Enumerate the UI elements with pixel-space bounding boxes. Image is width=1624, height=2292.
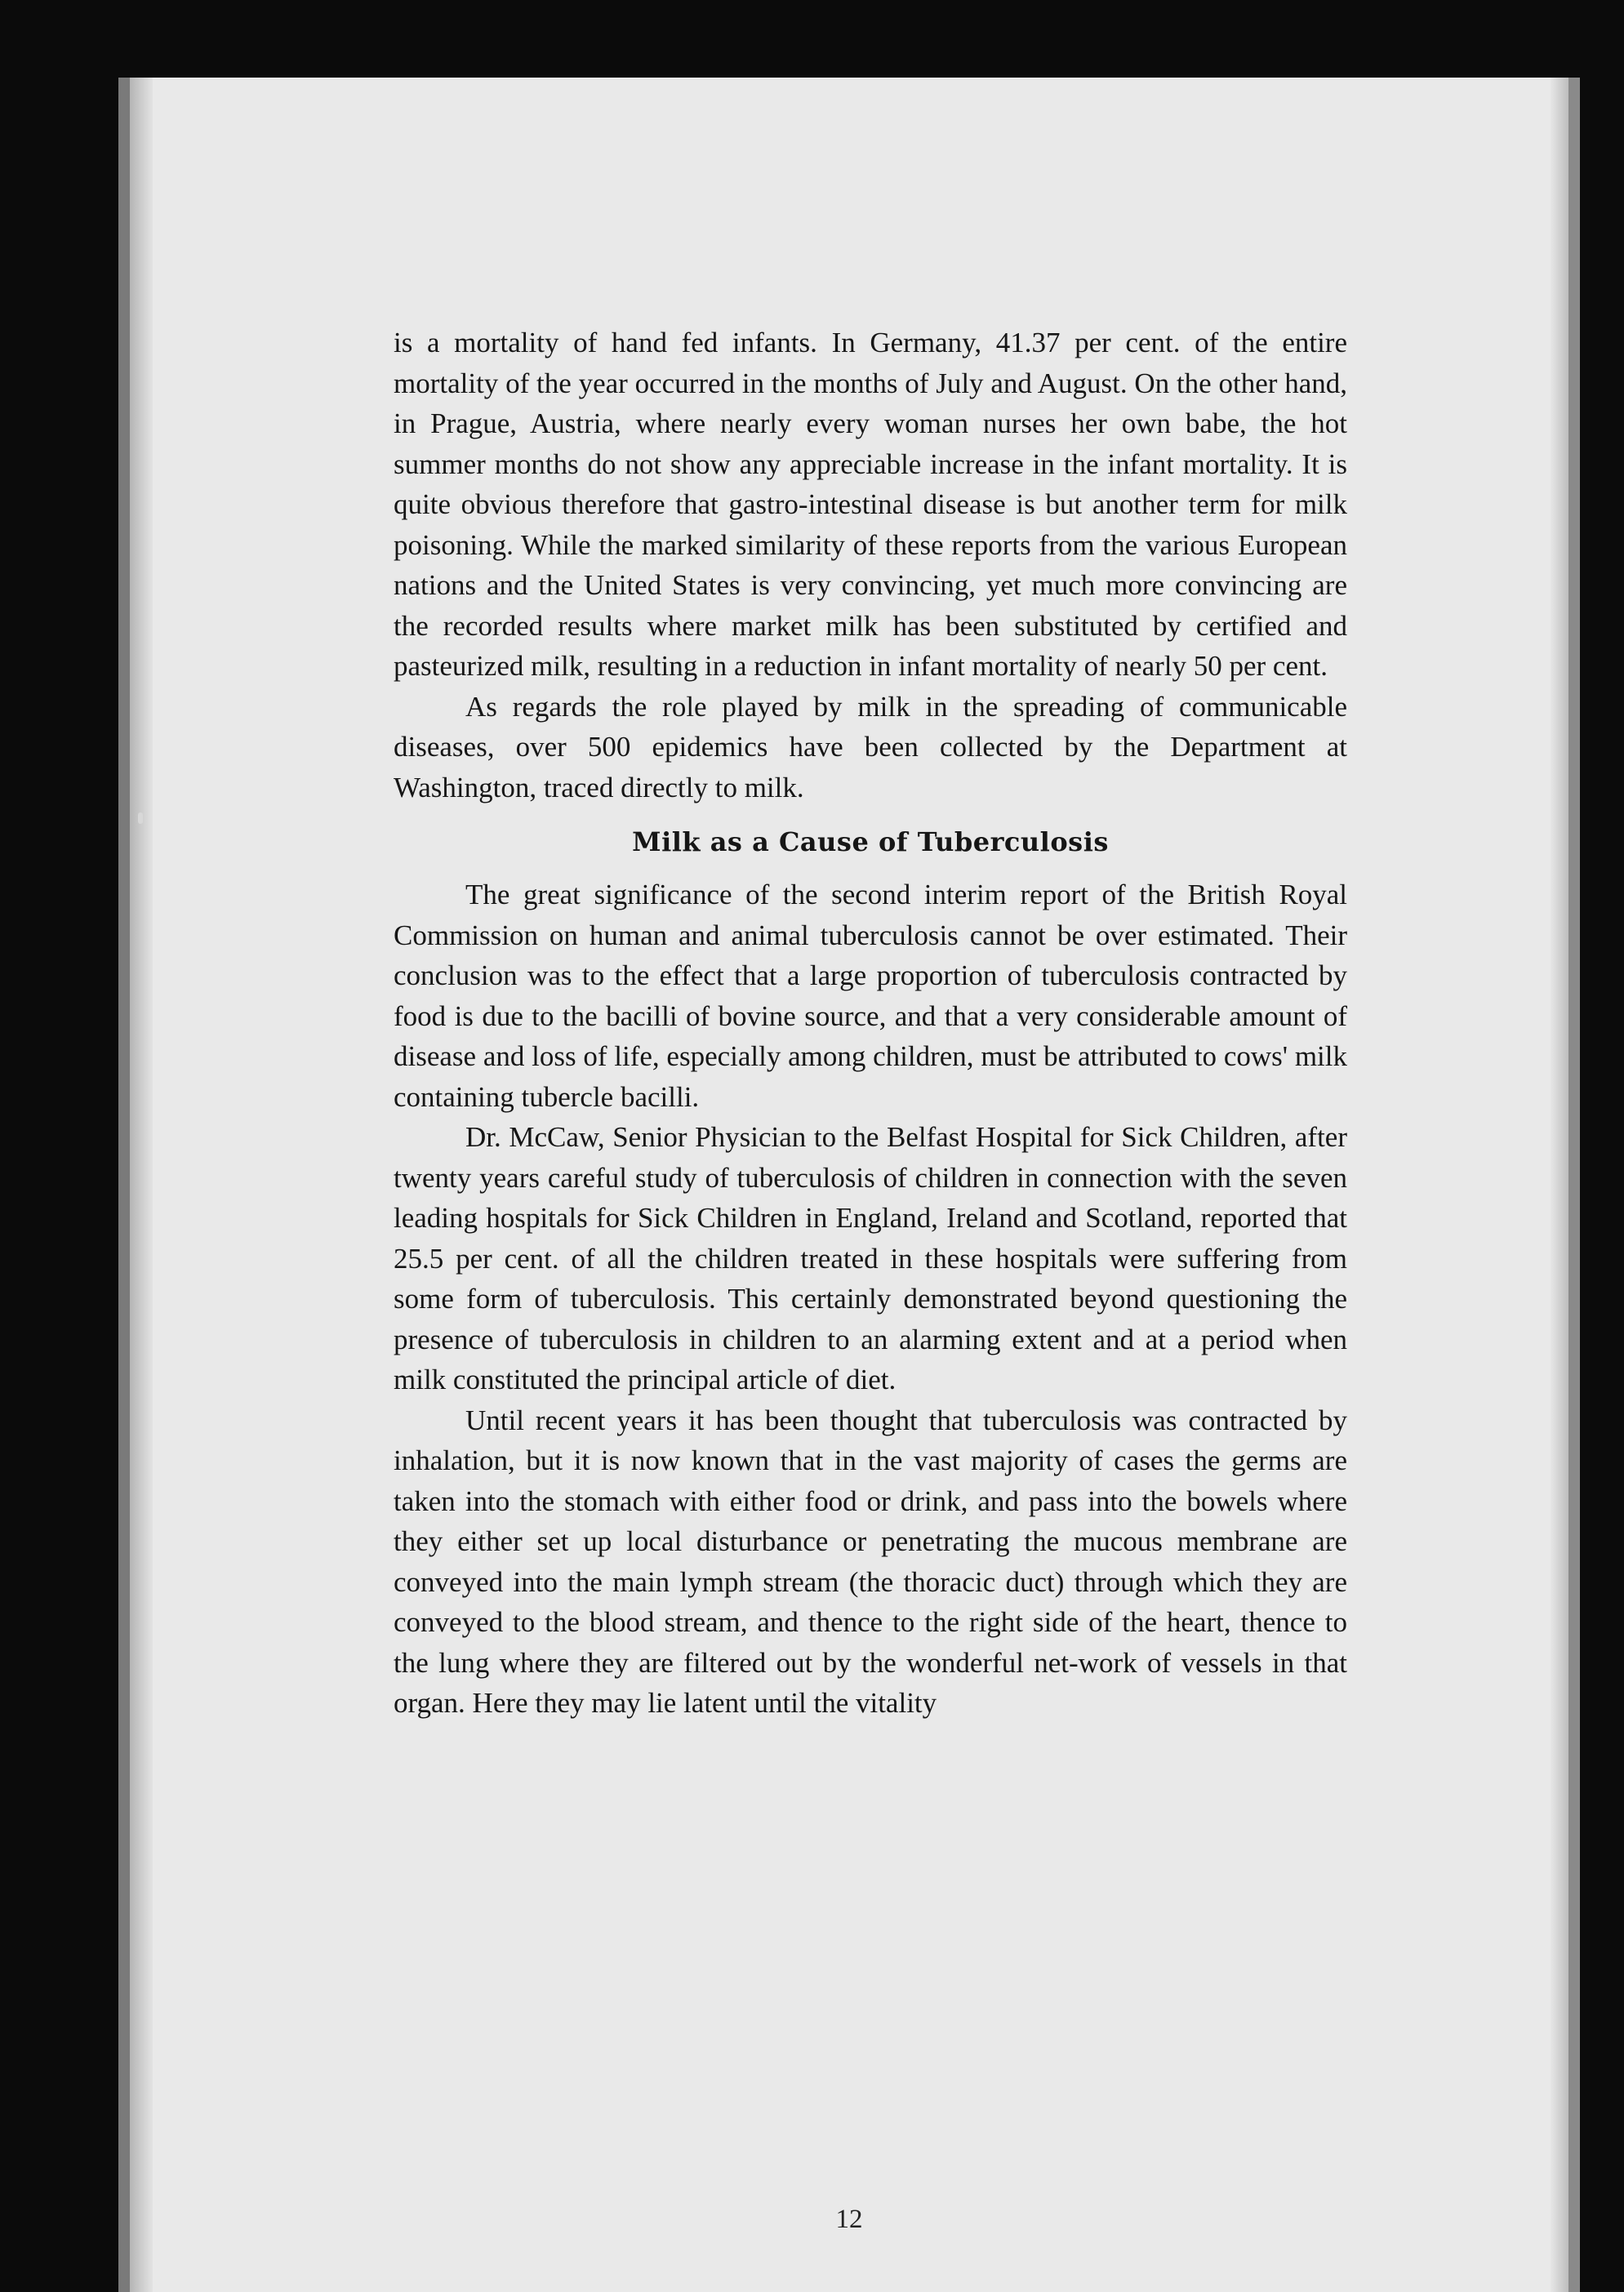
section-heading: Milk as a Cause of Tuberculosis xyxy=(632,826,1109,857)
page-text xyxy=(394,323,1347,1724)
page-number: 12 xyxy=(835,2205,863,2234)
paragraph-communicable-diseases: As regards the role played by milk in the spreading of communicable diseases, over 500 epidemics have been collected by the Department at Washington, traced directly to milk. xyxy=(394,690,1347,803)
paragraph-inhalation: Until recent years it has been thought that tuberculosis was contracted by inhalation, but it is now known that in the vast majority of cases the germs are taken into the stomach with either food or drink, and pass into the bowels where they either set up local disturbance or penetrating the mucous membrane are conveyed into the main lymph stream (the thoracic duct) through which they are conveyed to the blood stream, and thence to the right side of the heart, thence to the lung where they are filtered out by the wonderful net-work of vessels in that organ. Here they may lie latent until the vitality xyxy=(394,1404,1347,1719)
paper-speck xyxy=(138,812,143,824)
paragraph-dr-mccaw: Dr. McCaw, Senior Physician to the Belfast Hospital for Sick Children, after twenty years careful study of tuberculosis of children in connection with the seven leading hospitals for Sick Children in England, Ireland and Scotland, reported that 25.5 per cent. of all the children treated in these hospitals were suffering from some form of tuberculosis. This certainly demonstrated beyond questioning the presence of tuberculosis in children to an alarming extent and at a period when milk constituted the principal article of diet. xyxy=(394,1121,1347,1395)
paragraph-infant-mortality: is a mortality of hand fed infants. In Germany, 41.37 per cent. of the entire mortality of the year occurred in the months of July and August. On the other hand, in Prague, Austria, where nearly every woman nurses her own babe, the hot summer months do not show any appreciable increase in the infant mortality. It is quite obvious therefore that gastro-intestinal disease is but another term for milk poisoning. While the marked similarity of these reports from the various European nations and the United States is very convincing, yet much more convincing are the recorded results where market milk has been substituted by certified and pasteurized milk, resulting in a reduction in infant mortality of nearly 50 per cent. xyxy=(394,327,1347,682)
paragraph-royal-commission: The great significance of the second interim report of the British Royal Commission on human and animal tuberculosis cannot be over estimated. Their conclusion was to the effect that a large proportion of tuberculosis contracted by food is due to the bacilli of bovine source, and that a very considerable amount of disease and loss of life, especially among children, must be attributed to cows' milk containing tubercle bacilli. xyxy=(394,879,1347,1113)
book-page xyxy=(118,78,1580,2292)
